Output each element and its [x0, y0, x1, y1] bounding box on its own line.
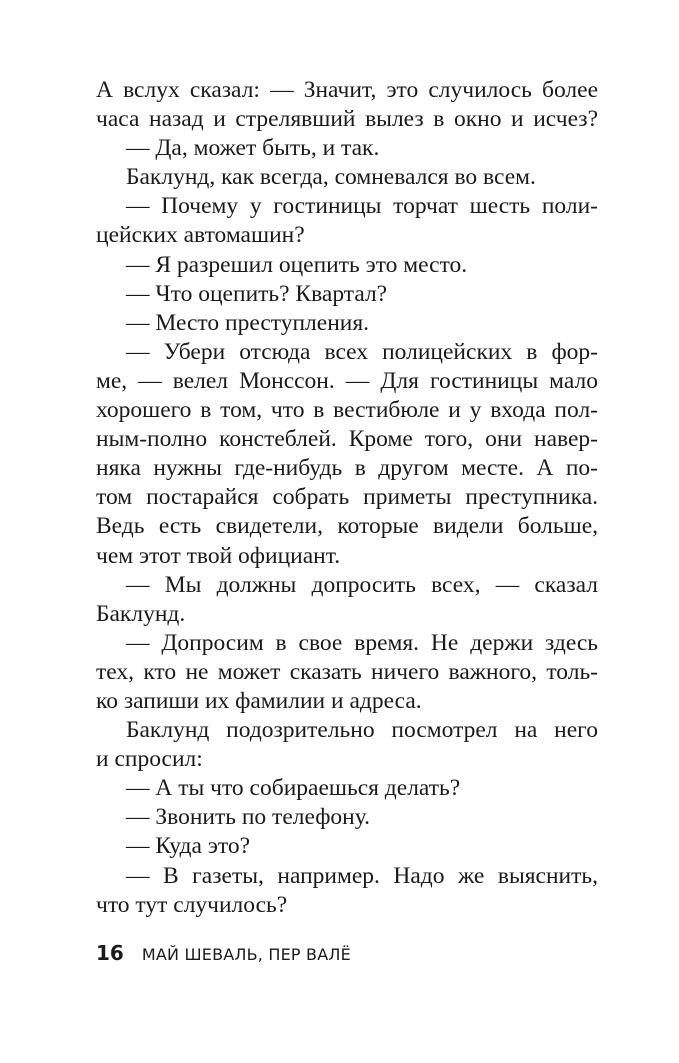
text-line: — Почему у гостиницы торчат шесть поли- — [126, 193, 598, 220]
text-line: цейских автомашин? — [96, 222, 305, 249]
text-line: — Я разрешил оцепить это место. — [126, 251, 468, 278]
text-line: — Место преступления. — [126, 309, 370, 336]
text-line: — Допросим в свое время. Не держи здесь — [126, 629, 598, 656]
page-number: 16 — [96, 941, 124, 965]
text-line: Баклунд подозрительно посмотрел на него — [126, 717, 598, 744]
text-line: ным-полно констеблей. Кроме того, они навер- — [96, 426, 598, 453]
text-line: — Звонить по телефону. — [126, 804, 371, 831]
text-line: хорошего в том, что в вестибюле и у входа пол- — [96, 397, 598, 424]
text-line: что тут случилось? — [96, 891, 288, 918]
text-line: А вслух сказал: — Значит, это случилось более — [96, 77, 598, 103]
text-line: — Да, может быть, и так. — [126, 135, 380, 162]
page-footer — [96, 938, 351, 968]
text-line: ко запиши их фамилии и адреса. — [96, 687, 422, 714]
text-line: — Мы должны допросить всех, — сказал — [126, 571, 598, 598]
text-line: и спросил: — [96, 746, 203, 773]
text-line: няка нужны где-нибудь в другом месте. А по- — [96, 455, 598, 482]
running-head: МАЙ ШЕВАЛЬ, ПЕР ВАЛЁ — [141, 945, 351, 964]
body-text — [96, 76, 598, 920]
text-line: — А ты что собираешься делать? — [126, 775, 461, 802]
text-line: ме, — велел Монссон. — Для гостиницы мало — [96, 367, 598, 394]
text-line: чем этот твой официант. — [96, 542, 341, 569]
text-line: Баклунд. — [96, 600, 186, 627]
text-line: — Убери отсюда всех полицейских в фор- — [126, 338, 598, 365]
text-line: тех, кто не может сказать ничего важного, толь- — [96, 658, 598, 685]
text-line: — Что оцепить? Квартал? — [126, 280, 388, 307]
text-line: том постарайся собрать приметы преступника. — [96, 484, 598, 511]
text-line: часа назад и стрелявший вылез в окно и исчез? — [96, 106, 598, 133]
text-line: Баклунд, как всегда, сомневался во всем. — [126, 164, 536, 191]
text-line: Ведь есть свидетели, которые видели больше, — [96, 513, 598, 540]
text-line: — В газеты, например. Надо же выяснить, — [126, 862, 598, 889]
text-line: — Куда это? — [126, 833, 251, 860]
